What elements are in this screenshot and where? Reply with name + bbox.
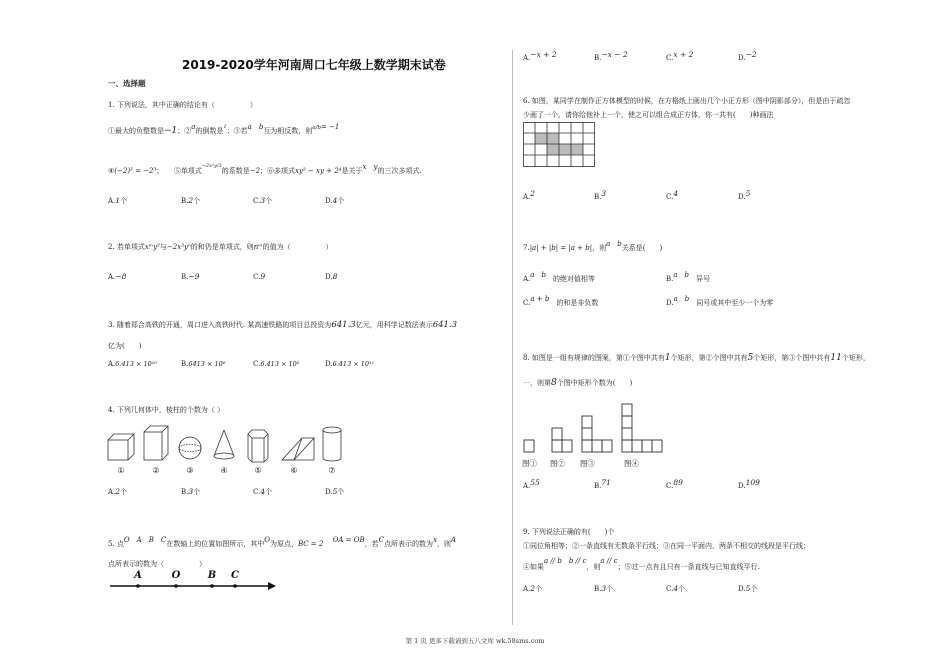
q5-text: 在数轴上的位置如图所示，其中 [166,540,265,548]
q7-option-c[interactable] [523,295,599,308]
sphere-shape [179,437,201,459]
q3-text: 亿元，用科学记数法表示 [355,321,433,329]
option-unit: 个 [337,197,345,205]
option-value: 4 [332,196,338,205]
option-value: −8 [115,272,127,281]
pattern-rect [582,440,592,452]
figure-label: 图③ [580,459,595,468]
q6-option-d[interactable] [738,189,751,201]
q1-line2 [108,163,422,176]
q1-math: −1 [164,126,178,136]
q5-option-c[interactable] [666,50,694,62]
q8-text: ⋯，则第 [523,379,551,387]
option-math: a b [673,271,690,279]
option-letter: D. [738,54,746,62]
option-value: 2 [530,189,536,198]
q5-text: ，若 [364,540,379,548]
q4-option-b[interactable] [181,487,200,497]
q8-option-c[interactable] [666,478,683,490]
pattern-rect [622,428,632,440]
option-value: 6413 × 10⁸ [188,360,226,368]
solid-label: ③ [186,466,194,475]
figure-label: 图② [550,459,565,468]
figure-label: 图④ [624,459,639,468]
option-value: 71 [601,478,611,487]
q7-text: 关系是( ) [621,244,663,252]
q1-option-b[interactable] [181,196,200,206]
shaded-square [547,133,559,144]
option-letter: C. [253,488,261,496]
option-value: 2 [188,196,194,205]
q9-option-b[interactable] [594,584,613,594]
q5-stem [108,536,456,549]
number-line-point [210,584,214,588]
option-letter: B. [181,273,189,281]
pattern-rect [622,416,632,428]
q2-math: −2x³yⁿ [166,243,191,251]
pattern-rect [592,440,602,452]
option-value: −x − 2 [601,50,628,59]
option-letter: B. [666,275,674,283]
shaded-square [559,144,571,155]
q1-option-c[interactable] [253,196,272,206]
q1-math: −2 [249,167,261,175]
q7-option-d[interactable] [666,295,774,308]
option-math: a b [530,271,546,279]
q1-text: ；③若 [226,127,248,135]
q1-text: 的系数是 [221,167,250,175]
q1-math: a b [247,123,264,131]
q1-stem: 1. 下列说法，其中正确的结论有（ ） [108,101,257,109]
option-letter: A. [523,275,531,283]
option-letter: C. [253,197,261,205]
q5-option-b[interactable] [594,50,628,62]
q1-text: ； ⑤单项式 [156,167,202,175]
option-unit: 个 [193,488,201,496]
option-letter: B. [594,193,602,201]
option-unit: 个 [606,585,614,593]
option-value: 6.413 × 10¹¹ [332,360,375,368]
option-value: 89 [673,478,683,487]
q9-stem: 9. 下列说法正确的有( )个 [523,528,615,536]
q1-option-d[interactable] [325,196,344,206]
option-text: 同号或其中至少一个为零 [696,299,774,307]
q8-math: 1 [664,353,671,363]
q8-math: 5 [747,353,754,363]
option-value: 5 [745,189,751,198]
pattern-rect [582,428,592,440]
option-letter: A. [108,197,116,205]
option-math: a b [673,295,690,303]
q7-option-a[interactable] [523,271,595,284]
q2-text: 的和仍是单项式，则 [190,243,254,251]
q1-text: ；⑥多项式 [260,167,296,175]
option-value: x + 2 [673,50,694,59]
pattern-rect [632,440,642,452]
solid-label: ⑤ [254,466,262,475]
q2-option-d[interactable] [325,272,337,281]
option-letter: B. [594,482,602,490]
column-divider [512,50,513,625]
q3-stem [108,320,457,330]
option-letter: C. [666,54,674,62]
q8-stem [523,353,870,363]
option-letter: D. [738,193,746,201]
q5-math: O [264,536,270,544]
q8-text: 个图中矩形个数为( ) [556,379,633,387]
q5-text: 5. 点 [108,540,124,548]
option-letter: A. [523,482,531,490]
shaded-square [535,133,547,144]
q1-text: 互为相反数，则 [263,127,313,135]
pattern-rect [602,440,612,452]
option-letter: C. [253,273,261,281]
q8-text: 8. 如图是一组有规律的图案，第①个图中共有 [523,354,665,362]
option-letter: C. [666,482,674,490]
option-unit: 个 [535,585,543,593]
pattern-rect [552,440,562,452]
solid-label: ⑦ [328,466,336,475]
point-label: C [231,570,239,581]
option-letter: D. [666,299,674,307]
q2-math: nᵐ [253,243,263,251]
q9-text: ④如果 [523,563,544,571]
q9-option-c[interactable] [666,584,685,594]
page-footer: 第 1 页 更多下载请到五八文库 wk.58sms.com [405,637,545,645]
q1-math: x y [362,163,378,171]
point-label: O [171,570,181,581]
q8-math: 8 [551,378,557,388]
option-letter: A. [523,585,531,593]
option-unit: 个 [265,197,273,205]
option-value: −9 [188,272,200,281]
q1-text: ；② [177,127,192,135]
q5-math: O A B C [123,536,167,544]
q4-solids-figure [104,420,354,476]
q3-option-b[interactable] [181,360,225,368]
q5-math: x [432,536,437,544]
point-label: B [207,570,217,581]
q7-stem [523,240,663,253]
option-value: 8 [332,272,338,281]
q4-stem: 4. 下列几何体中，棱柱的个数为（ ） [108,406,225,414]
q7-option-b[interactable] [666,271,711,284]
q5-math: A [450,536,456,544]
q2-math: xᵐy² [144,243,160,251]
option-letter: A. [108,360,116,368]
q5-math: C [378,536,384,544]
tall-prism-shape [144,426,168,460]
q8-option-a[interactable] [523,478,540,490]
option-letter: D. [325,197,333,205]
q1-option-a[interactable] [108,196,127,206]
option-value: 6.413 × 10¹⁰ [115,360,157,368]
option-value: 3 [188,487,194,496]
option-value: 4 [673,584,679,593]
option-unit: 个 [750,585,758,593]
solid-label: ① [117,466,125,475]
q1-math: a/b [312,125,321,131]
option-letter: C. [523,299,531,307]
q9-text: ，则 [586,563,601,571]
number-line-point [136,584,140,588]
q8-option-b[interactable] [594,478,611,490]
option-letter: B. [181,360,189,368]
number-line-point [233,584,237,588]
q9-math: a // b b // c [544,557,587,565]
q8-option-d[interactable] [738,478,760,490]
q2-option-c[interactable] [253,272,265,281]
q7-math: a b [606,240,622,248]
q2-option-a[interactable] [108,272,126,281]
option-letter: C. [666,585,674,593]
option-value: 3 [601,189,607,198]
pattern-rect [652,440,662,452]
q5-text: ，则 [436,540,451,548]
q5-option-d[interactable] [738,50,757,62]
q4-option-d[interactable] [325,487,344,497]
q5-text: 为原点， [269,540,298,548]
shaded-square [571,144,583,155]
q9-option-a[interactable] [523,584,542,594]
cube-shape [108,434,134,460]
q8-math: 11 [830,353,842,363]
q4-option-a[interactable] [108,487,127,497]
option-text: 的绝对值相等 [552,275,595,283]
option-letter: D. [325,273,333,281]
q1-math: −2x²y/3 [201,163,222,169]
solid-label: ④ [220,466,228,475]
q1-math: (−2)³ = −2³ [114,167,157,175]
q8-text: 个矩形， [841,354,870,362]
pattern-rect [622,404,632,416]
q8-pattern-figure [520,396,670,472]
q6-grid-figure [523,122,595,168]
q6-option-a[interactable] [523,189,536,201]
option-value: 3 [260,196,266,205]
q5-math: OA = OB [332,536,365,544]
option-letter: C. [666,193,674,201]
option-math: a + b [530,295,550,303]
q3-math: 641.3 [432,320,458,330]
q6-stem-line2: 少画了一个，请你给他补上一个，使之可以组合成正方体，你一共有( )种画法 [523,111,774,119]
pattern-rect [582,416,592,428]
q1-text: ④ [108,167,115,175]
q9-line1: ①同位角相等；②一条直线有无数条平行线；③在同一平面内，两条不相交的线段是平行线； [523,542,810,550]
q9-line2 [523,557,760,572]
q9-option-d[interactable] [738,584,757,594]
cylinder-shape [323,427,341,461]
q9-math: a // c [600,557,618,565]
q2-option-b[interactable] [181,272,199,281]
q1-math: xy² − xy + 2⁴ [295,167,342,175]
q8-text: 个矩形，第②个图中共有 [670,354,748,362]
q1-math: 1 [223,124,227,130]
q5-stem-cont: 点所表示的数为（ ） [108,560,206,568]
q1-text: ①最大的负整数是 [108,127,164,135]
q5-math: BC = 2 [297,540,324,548]
option-letter: D. [325,488,333,496]
option-letter: B. [181,488,189,496]
q5-number-line [108,566,276,594]
option-letter: A. [523,54,531,62]
option-value: 6.413 × 10² [260,360,300,368]
q2-text: 的值为（ ） [262,243,333,251]
figure-label: 图① [522,459,537,468]
q5-text: 点所表示的数为 [383,540,433,548]
option-value: −x + 2 [530,50,557,59]
q3-text: 3. 随着郑合高铁的开通，周口进入高铁时代. 某高速铁路的项目总投资为 [108,321,332,329]
option-value: 4 [260,487,266,496]
cone-shape [214,430,234,459]
q2-stem [108,242,333,252]
pattern-rect [552,428,562,440]
option-letter: A. [523,193,531,201]
option-unit: 个 [193,197,201,205]
option-unit: 个 [265,488,273,496]
q1-text: 的倒数是 [195,127,224,135]
option-letter: A. [108,488,116,496]
pattern-rect [642,440,652,452]
q6-option-c[interactable] [666,189,679,201]
q9-text: ；⑤过一点有且只有一条直线与已知直线平行. [617,563,760,571]
q4-option-c[interactable] [253,487,272,497]
q8-stem-cont [523,378,632,388]
triangular-prism-shape [282,438,314,460]
shaded-square [547,144,559,155]
option-value: 4 [673,189,679,198]
q3-option-c[interactable] [253,360,299,368]
q7-math: |a| + |b| = |a + b| [529,244,593,252]
exam-title: 2019-2020学年河南周口七年级上数学期末试卷 [182,58,446,72]
option-value: 9 [260,272,266,281]
option-letter: A. [108,273,116,281]
q3-stem-cont: 亿为( ) [108,342,142,350]
option-letter: C. [253,360,261,368]
option-value: 55 [530,478,540,487]
solid-label: ② [152,466,160,475]
arrow-icon [268,582,276,590]
q6-stem-line1: 6. 如图，某同学在制作正方体模型的时候，在方格纸上画出几个小正方形（图中阴影部分），但是由于疏忽 [523,97,851,105]
option-text: 的和是非负数 [556,299,599,307]
q7-text: 7. [523,244,530,252]
option-value: 109 [745,478,760,487]
option-value: 1 [115,196,121,205]
q2-text: 2. 若单项式 [108,243,145,251]
pattern-rect [622,440,632,452]
number-line-point [174,584,178,588]
q3-option-d[interactable] [325,360,374,368]
option-text: 异号 [696,275,711,283]
option-value: 5 [332,487,338,496]
option-value: 2 [115,487,121,496]
q6-option-b[interactable] [594,189,607,201]
q3-math: 641.3 [331,320,356,330]
q8-text: 个矩形，第③个图中共有 [753,354,831,362]
q2-text: 与 [159,243,167,251]
q1-math: = −1 [320,123,340,131]
option-letter: D. [325,360,333,368]
solid-label: ⑥ [290,466,298,475]
q7-text: ，则 [592,244,607,252]
q5-option-a[interactable] [523,50,557,62]
q1-text: 的三次多项式. [377,167,422,175]
q3-option-a[interactable] [108,360,157,368]
option-unit: 个 [120,197,128,205]
option-letter: B. [181,197,189,205]
option-unit: 个 [678,585,686,593]
option-value: 3 [601,584,607,593]
section-heading: 一、选择题 [108,79,146,88]
option-letter: D. [738,585,746,593]
q1-text: 是关于 [341,167,363,175]
option-unit: 个 [337,488,345,496]
pattern-rect [562,440,572,452]
point-label: A [134,570,142,581]
option-value: 2 [530,584,536,593]
option-unit: 个 [120,488,128,496]
q1-math: a [191,123,196,131]
pattern-rect [524,440,534,452]
option-letter: D. [738,482,746,490]
option-value: 5 [745,584,751,593]
option-value: −2 [745,50,757,59]
option-letter: B. [594,54,602,62]
hexagonal-prism-shape [248,430,268,462]
option-letter: B. [594,585,602,593]
q1-line1 [108,123,340,136]
